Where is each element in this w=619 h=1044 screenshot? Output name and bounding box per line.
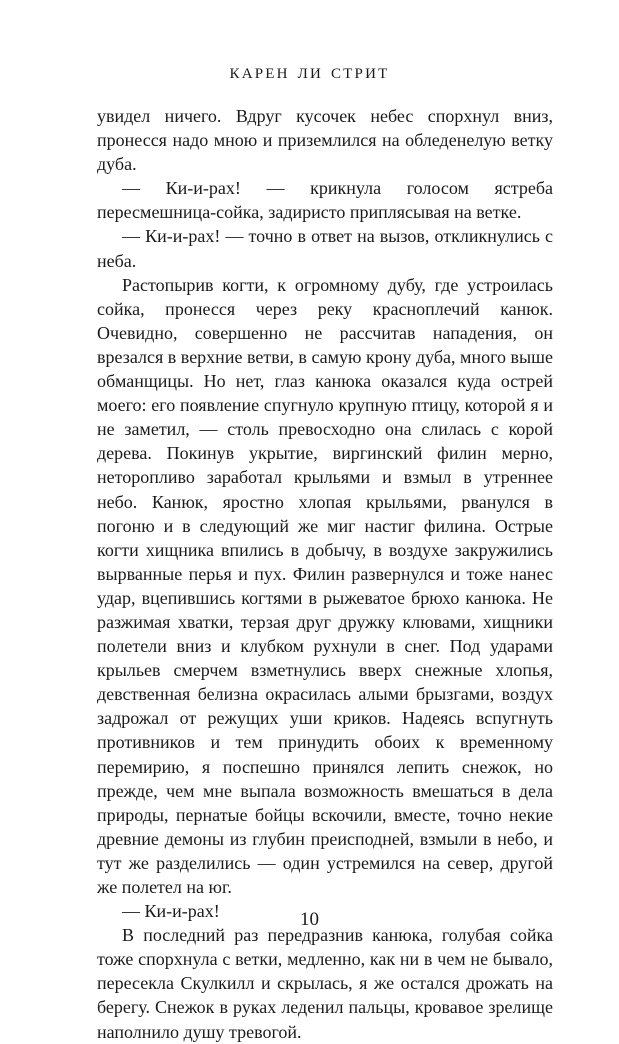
- paragraph-dialogue-sky: — Ки-и-рах! — точно в ответ на вызов, откликнулись с неба.: [97, 226, 553, 271]
- paragraph-dialogue-jay: — Ки-и-рах! — крикнула голосом ястреба пересмешница-сойка, задиристо приплясывая на ветке.: [97, 178, 553, 223]
- page-number: 10: [300, 909, 319, 930]
- body-text: [97, 104, 553, 1044]
- paragraph-continuation: увидел ничего. Вдруг кусочек небес спорхнул вниз, пронесся надо мною и приземлился на обледенелую ветку дуба.: [97, 106, 553, 175]
- paragraph-battle: Растопырив когти, к огромному дубу, где устроилась сойка, пронесся через реку красноплечий канюк. Очевидно, совершенно не рассчитав нападения, он врезался в верхние ветви, в самую крону дуба, много выше обманщицы. Но нет, глаз канюка оказался куда острей моего: его появление спугнуло крупную птицу, которой я и не заметил, — столь превосходно она слилась с корой дерева. Покинув укрытие, виргинский филин мерно, неторопливо заработал крыльями и взмыл в утреннее небо. Канюк, яростно хлопая крыльями, рванулся в погоню и в следующий же миг настиг филина. Острые когти хищника впились в добычу, в воздухе закружились вырванные перья и пух. Филин развернулся и тоже нанес удар, вцепившись когтями в рыжеватое брюхо канюка. Не разжимая хватки, терзая друг дружку клювами, хищники полетели вниз и клубком рухнули в снег. Под ударами крыльев смерчем взметнулись вверх снежные хлопья, девственная белизна окрасилась алыми брызгами, воздух задрожал от режущих уши криков. Надеясь вспугнуть противников и тем принудить обоих к временному перемирию, я поспешно принялся лепить снежок, но прежде, чем мне выпала возможность вмешаться в дела природы, пернатые бойцы вскочили, вместе, точно некие древние демоны из глубин преисподней, взмыли в небо, и тут же разделились — один устремился на север, другой же полетел на юг.: [97, 274, 553, 897]
- paragraph-ending: В последний раз передразнив канюка, голубая сойка тоже спорхнула с ветки, медленно, как ни в чем не бывало, пересекла Скулкилл и скрылась, я же остался дрожать на берегу. Снежок в руках леденил пальцы, кровавое зрелище наполнило душу тревогой.: [97, 925, 553, 1042]
- running-head: КАРЕН ЛИ СТРИТ: [229, 66, 390, 82]
- paragraph-dialogue-cry: — Ки-и-рах!: [122, 901, 220, 922]
